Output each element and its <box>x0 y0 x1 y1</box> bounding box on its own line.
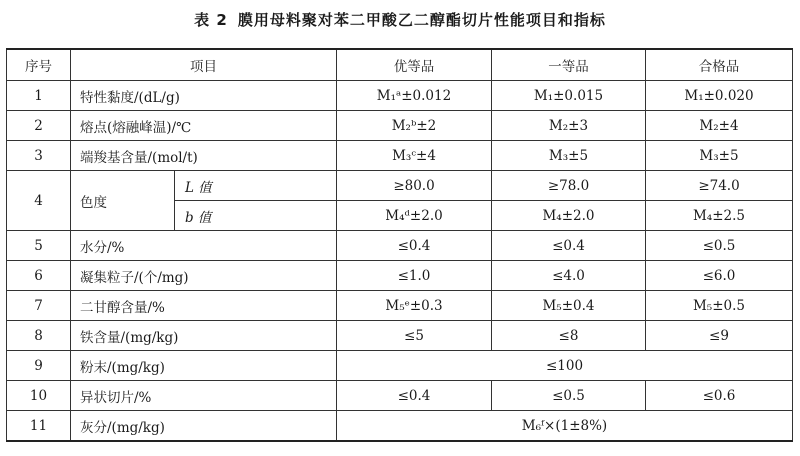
cell-first: M₂±3 <box>492 111 646 141</box>
sub-item-b: b 值 <box>175 201 337 231</box>
header-excellent: 优等品 <box>337 49 492 81</box>
cell-first: M₄±2.0 <box>492 201 646 231</box>
header-row <box>7 49 793 81</box>
row-number: 6 <box>7 261 71 291</box>
cell-merged: ≤100 <box>337 351 793 381</box>
table-row <box>7 171 793 201</box>
row-number: 7 <box>7 291 71 321</box>
cell-first: ≥78.0 <box>492 171 646 201</box>
cell-first: M₃±5 <box>492 141 646 171</box>
row-number: 4 <box>7 171 71 231</box>
table-row <box>7 111 793 141</box>
cell-first: ≤0.4 <box>492 231 646 261</box>
table-number: 表 2 <box>194 11 228 29</box>
cell-excellent: M₅ᵉ±0.3 <box>337 291 492 321</box>
table-row <box>7 141 793 171</box>
cell-excellent: ≤0.4 <box>337 231 492 261</box>
cell-excellent: M₃ᶜ±4 <box>337 141 492 171</box>
cell-qualified: ≥74.0 <box>646 171 793 201</box>
table-row <box>7 291 793 321</box>
table-row <box>7 381 793 411</box>
cell-qualified: M₄±2.5 <box>646 201 793 231</box>
cell-excellent: ≤0.4 <box>337 381 492 411</box>
cell-qualified: ≤9 <box>646 321 793 351</box>
cell-merged: M₆ᶠ×(1±8%) <box>337 411 793 442</box>
row-item: 端羧基含量/(mol/t) <box>71 141 337 171</box>
row-number: 11 <box>7 411 71 442</box>
table-row <box>7 351 793 381</box>
cell-qualified: ≤0.6 <box>646 381 793 411</box>
table-row <box>7 231 793 261</box>
header-item: 项目 <box>71 49 337 81</box>
cell-qualified: ≤6.0 <box>646 261 793 291</box>
table-row <box>7 321 793 351</box>
cell-first: M₅±0.4 <box>492 291 646 321</box>
cell-excellent: ≤1.0 <box>337 261 492 291</box>
row-item: 灰分/(mg/kg) <box>71 411 337 442</box>
table-row <box>7 411 793 442</box>
row-item: 水分/% <box>71 231 337 261</box>
row-item: 铁含量/(mg/kg) <box>71 321 337 351</box>
cell-qualified: M₃±5 <box>646 141 793 171</box>
row-item: 粉末/(mg/kg) <box>71 351 337 381</box>
cell-first: ≤8 <box>492 321 646 351</box>
row-item: 凝集粒子/(个/mg) <box>71 261 337 291</box>
row-item: 熔点(熔融峰温)/℃ <box>71 111 337 141</box>
table-title-text: 膜用母料聚对苯二甲酸乙二醇酯切片性能项目和指标 <box>237 11 606 29</box>
cell-excellent: ≥80.0 <box>337 171 492 201</box>
row-number: 5 <box>7 231 71 261</box>
row-item: 色度 <box>71 171 175 231</box>
cell-excellent: M₁ᵃ±0.012 <box>337 81 492 111</box>
row-number: 2 <box>7 111 71 141</box>
header-qualified: 合格品 <box>646 49 793 81</box>
cell-qualified: M₁±0.020 <box>646 81 793 111</box>
performance-table <box>6 48 793 442</box>
cell-excellent: M₄ᵈ±2.0 <box>337 201 492 231</box>
table-row <box>7 81 793 111</box>
cell-first: ≤0.5 <box>492 381 646 411</box>
row-number: 1 <box>7 81 71 111</box>
row-item: 特性黏度/(dL/g) <box>71 81 337 111</box>
cell-qualified: M₅±0.5 <box>646 291 793 321</box>
header-first: 一等品 <box>492 49 646 81</box>
cell-first: M₁±0.015 <box>492 81 646 111</box>
cell-qualified: M₂±4 <box>646 111 793 141</box>
row-item: 异状切片/% <box>71 381 337 411</box>
table-row <box>7 261 793 291</box>
row-number: 8 <box>7 321 71 351</box>
header-no: 序号 <box>7 49 71 81</box>
cell-excellent: M₂ᵇ±2 <box>337 111 492 141</box>
table-title <box>0 9 800 30</box>
row-number: 10 <box>7 381 71 411</box>
cell-qualified: ≤0.5 <box>646 231 793 261</box>
sub-item-l: L 值 <box>175 171 337 201</box>
row-item: 二甘醇含量/% <box>71 291 337 321</box>
cell-first: ≤4.0 <box>492 261 646 291</box>
cell-excellent: ≤5 <box>337 321 492 351</box>
row-number: 9 <box>7 351 71 381</box>
row-number: 3 <box>7 141 71 171</box>
